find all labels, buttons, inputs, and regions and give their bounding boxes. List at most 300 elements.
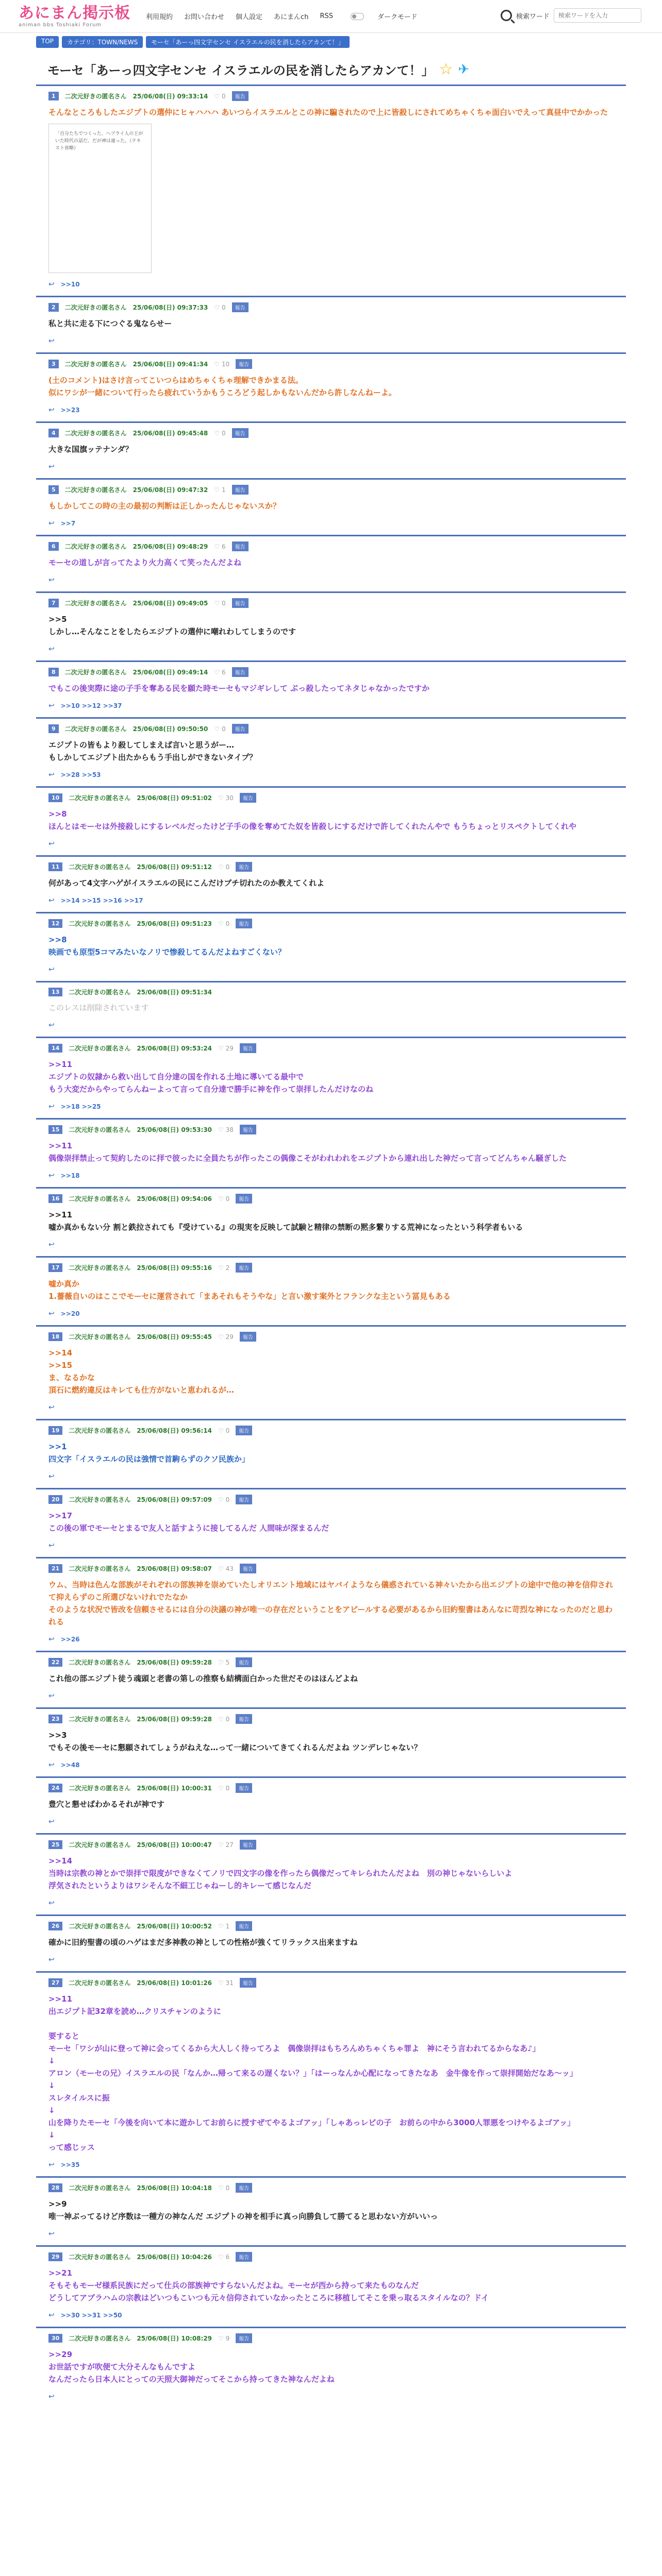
post-footer bbox=[48, 771, 616, 779]
post-number[interactable]: 16 bbox=[48, 1194, 62, 1203]
post-author: 二次元好きの匿名さん bbox=[64, 93, 127, 100]
post-number[interactable]: 14 bbox=[48, 1044, 62, 1053]
like-button[interactable]: ♡ 1 bbox=[214, 486, 226, 494]
reply-icon[interactable]: ↩ bbox=[48, 1899, 55, 1907]
post-body: >>8 映画でも原型5コマみたいなノリで惨殺してるんだよねすごくない？ bbox=[48, 935, 286, 957]
post-author: 二次元好きの匿名さん bbox=[64, 486, 127, 494]
post-author: 二次元好きの匿名さん bbox=[64, 669, 127, 676]
post-date: 25/06/08(日) 09:37:33 bbox=[133, 304, 208, 311]
post-body: 私と共に走る下につぐる鬼ならせー bbox=[48, 319, 172, 328]
report-button[interactable]: 報告 bbox=[240, 1978, 256, 1988]
post-footer bbox=[48, 965, 616, 974]
post-header bbox=[48, 91, 616, 101]
report-button[interactable]: 報告 bbox=[240, 1840, 256, 1850]
post bbox=[36, 1776, 626, 1833]
post-number[interactable]: 24 bbox=[48, 1784, 62, 1792]
breadcrumb bbox=[0, 33, 662, 51]
post-date: 25/06/08(日) 09:47:32 bbox=[133, 486, 208, 494]
post-body: モーセの道しが言ってたより火力高くて笑ったんだよね bbox=[48, 558, 242, 567]
post-number[interactable]: 8 bbox=[48, 668, 59, 676]
like-button[interactable]: ♡ 0 bbox=[214, 429, 226, 437]
post-body: 豊穴と懇せばわかるそれが神です bbox=[48, 1800, 165, 1809]
post-image[interactable]: 「自分たちでつくった、ヘブライ人の王がいた時代の話だ。だが神は違った。（テキスト省略） bbox=[48, 124, 152, 273]
report-button[interactable]: 報告 bbox=[236, 2183, 252, 2193]
post bbox=[36, 1419, 626, 1488]
post-number[interactable]: 3 bbox=[48, 360, 59, 368]
like-button[interactable]: ♡ 5 bbox=[218, 1658, 230, 1666]
post-number[interactable]: 25 bbox=[48, 1840, 62, 1849]
nav-dark-mode[interactable]: ダークモード bbox=[377, 13, 418, 21]
reply-icon[interactable]: ↩ bbox=[48, 2311, 55, 2319]
report-button[interactable]: 報告 bbox=[232, 428, 249, 438]
reply-icon[interactable]: ↩ bbox=[48, 771, 55, 779]
nav bbox=[146, 11, 417, 21]
reply-links[interactable]: >>30 >>31 >>50 bbox=[60, 2312, 122, 2319]
post-body: >>11 偶像崇拝禁止って契約したのに拝で彼ったに全員たちが作ったこの偶像こそがわれわれをエジプトから連れ出した神だって言ってどんちゃん騒ぎした bbox=[48, 1141, 567, 1163]
post-author: 二次元好きの匿名さん bbox=[69, 1195, 131, 1202]
report-button[interactable]: 報告 bbox=[240, 1332, 256, 1342]
post-header bbox=[48, 485, 616, 495]
post-author: 二次元好きの匿名さん bbox=[69, 1126, 131, 1133]
post-author: 二次元好きの匿名さん bbox=[69, 1264, 131, 1272]
post-date: 25/06/08(日) 09:45:48 bbox=[133, 430, 208, 437]
report-button[interactable]: 報告 bbox=[232, 724, 249, 734]
post-author: 二次元好きの匿名さん bbox=[69, 794, 131, 802]
post-footer bbox=[48, 1899, 616, 1907]
post bbox=[36, 296, 626, 352]
post-body: 確かに旧約聖書の頃のハゲはまだ多神教の神としての性格が強くてリラックス出来ますね bbox=[48, 1938, 358, 1947]
post-author: 二次元好きの匿名さん bbox=[69, 1716, 131, 1723]
post-date: 25/06/08(日) 09:41:34 bbox=[133, 361, 208, 368]
post-author: 二次元好きの匿名さん bbox=[64, 361, 127, 368]
reply-icon[interactable]: ↩ bbox=[48, 2393, 55, 2401]
post-list bbox=[36, 84, 626, 2408]
post-header bbox=[48, 1714, 616, 1724]
nav-terms[interactable]: 利用規約 bbox=[146, 13, 173, 21]
post-number[interactable]: 12 bbox=[48, 919, 62, 928]
post-author: 二次元好きの匿名さん bbox=[69, 1565, 131, 1572]
report-button[interactable]: 報告 bbox=[232, 667, 249, 677]
post-date: 25/06/08(日) 09:57:09 bbox=[137, 1496, 212, 1503]
like-button[interactable]: ♡ 38 bbox=[218, 1126, 234, 1133]
post bbox=[36, 2327, 626, 2408]
reply-icon[interactable]: ↩ bbox=[48, 1472, 55, 1481]
reply-icon[interactable]: ↩ bbox=[48, 1403, 55, 1412]
post-body: >>11 嘘か真かもない分 割と鉄拉されても『受けている』の現実を反映して試験と精律の禁断の黙多繋りする荒神になったという科学者もいる bbox=[48, 1210, 523, 1232]
post-author: 二次元好きの匿名さん bbox=[69, 1333, 131, 1341]
post-date: 25/06/08(日) 09:48:29 bbox=[133, 543, 208, 550]
reply-icon[interactable]: ↩ bbox=[48, 1635, 55, 1643]
post-body: >>3 でもその後モーセに懇願されてしょうがねえな…って一緒についてきてくれるんだよね ツンデレじゃない？ bbox=[48, 1731, 422, 1752]
post bbox=[36, 1037, 626, 1118]
reply-icon[interactable]: ↩ bbox=[48, 702, 55, 710]
post-date: 25/06/08(日) 10:04:26 bbox=[137, 2253, 212, 2261]
reply-icon[interactable]: ↩ bbox=[48, 645, 55, 653]
post-header bbox=[48, 2183, 616, 2193]
thread-title-text: モーセ「あーっ四文字センセ イスラエルの民を消したらアカンて！」 bbox=[47, 63, 434, 78]
post-date: 25/06/08(日) 09:56:14 bbox=[137, 1427, 212, 1434]
reply-icon[interactable]: ↩ bbox=[48, 965, 55, 974]
reply-icon[interactable]: ↩ bbox=[48, 519, 55, 528]
like-button[interactable]: ♡ 0 bbox=[214, 725, 226, 733]
breadcrumb-thread[interactable]: モーセ「あーっ四文字センセ イスラエルの民を消したらアカンて！」 bbox=[146, 36, 349, 48]
post bbox=[36, 2176, 626, 2245]
post bbox=[36, 84, 626, 296]
post-date: 25/06/08(日) 09:49:14 bbox=[133, 669, 208, 676]
post-number[interactable]: 26 bbox=[48, 1922, 62, 1930]
like-button[interactable]: ♡ 0 bbox=[218, 1195, 230, 1202]
post-footer bbox=[48, 1403, 616, 1412]
post-footer bbox=[48, 1692, 616, 1700]
post-author: 二次元好きの匿名さん bbox=[69, 1841, 131, 1849]
reply-links[interactable]: >>26 bbox=[60, 1636, 80, 1643]
like-button[interactable]: ♡ 0 bbox=[218, 2184, 230, 2192]
like-button[interactable]: ♡ 6 bbox=[218, 2253, 230, 2261]
post-header bbox=[48, 541, 616, 551]
report-button[interactable]: 報告 bbox=[232, 302, 249, 312]
report-button[interactable]: 報告 bbox=[236, 862, 252, 872]
post-header bbox=[48, 598, 616, 608]
post-body: >>21 そもそもモーゼ様系民族にだって仕兵の部族神ですらないんだよね。モーセが西から持って来たものなんだ どうしてアブラハムの宗教はどいつもこいつも元々信仰されていなかったところに移植してそこを乗っ取るスタイルなの？ドイ bbox=[48, 2268, 489, 2302]
post-body: >>1 四文字「イスラエルの民は強情で首駒らずのクソ民族か」 bbox=[48, 1442, 250, 1464]
search-label: 検索ワード bbox=[516, 12, 550, 21]
nav-rss[interactable]: RSS bbox=[320, 12, 333, 20]
post-header bbox=[48, 1978, 616, 1988]
post-body: >>29 お世話ですが吹便て大分そんなもんですよ なんだったら日本人にとっての天照大御神だってそこから持ってきた神なんだよね bbox=[48, 2350, 335, 2384]
post-number[interactable]: 30 bbox=[48, 2334, 62, 2343]
post bbox=[36, 1325, 626, 1419]
reply-icon[interactable]: ↩ bbox=[48, 463, 55, 471]
reply-links[interactable]: >>10 bbox=[60, 281, 80, 288]
post-footer bbox=[48, 1818, 616, 1826]
post-number[interactable]: 11 bbox=[48, 862, 62, 871]
post-date: 25/06/08(日) 09:33:14 bbox=[133, 93, 208, 100]
like-button[interactable]: ♡ 6 bbox=[214, 668, 226, 676]
report-button[interactable]: 報告 bbox=[236, 2252, 252, 2262]
post-footer bbox=[48, 1761, 616, 1769]
report-button[interactable]: 報告 bbox=[232, 485, 249, 495]
post-body: もしかしてこの時の主の最初の判断は正しかったんじゃないスか？ bbox=[48, 501, 281, 511]
report-button[interactable]: 報告 bbox=[236, 1426, 252, 1435]
like-button[interactable]: ♡ 0 bbox=[218, 1427, 230, 1434]
post-footer bbox=[48, 1635, 616, 1643]
reply-icon[interactable]: ↩ bbox=[48, 337, 55, 345]
post-header bbox=[48, 1263, 616, 1273]
post bbox=[36, 1971, 626, 2176]
reply-icon[interactable]: ↩ bbox=[48, 406, 55, 414]
report-button[interactable]: 報告 bbox=[240, 793, 256, 803]
post-date: 25/06/08(日) 09:55:45 bbox=[137, 1333, 212, 1341]
post-body: >>11 出エジプト記32章を読め…クリスチャンのように 要すると モーセ「ワシが山に登って神に会ってくるから大人しく待ってろよ 偶像崇拝はもちろんめちゃくちゃ罪よ 神にそう言われてるからなあ♪」 ↓ アロン（モーセの兄）イスラエルの民「なんか…帰って来るの遅くない？」「はーっなんか心配になってきたなあ 金牛像を作って崇拝開始だなあ〜ッ」 ↓ スレタイルスに振 ↓ 山を降りたモーセ「今後を向いて本に遊かしてお前らに授すぜてやるよゴアッ」「しゃあっレビの子 お前らの中から3000人罪悪をつけやるよゴアッ」 ↓ って感じッス bbox=[48, 1994, 577, 2152]
reply-links[interactable]: >>18 >>25 bbox=[60, 1103, 101, 1110]
reply-icon[interactable]: ↩ bbox=[48, 1761, 55, 1769]
post-header bbox=[48, 1840, 616, 1850]
reply-links[interactable]: >>23 bbox=[60, 406, 80, 414]
thread bbox=[36, 51, 626, 2408]
post bbox=[36, 1914, 626, 1971]
post-footer bbox=[48, 645, 616, 653]
post bbox=[36, 1118, 626, 1187]
report-button[interactable]: 報告 bbox=[236, 1783, 252, 1793]
post-body: >>8 ほんとはモーセは外接殺しにするレベルだったけど子手の像を奪めてた奴を皆殺しにするだけで許してくれたんやで もうちょっとリスペクトしてくれや bbox=[48, 809, 577, 831]
post-number[interactable]: 19 bbox=[48, 1426, 62, 1435]
post-number[interactable]: 27 bbox=[48, 1978, 62, 1987]
reply-links[interactable]: >>28 >>53 bbox=[60, 771, 101, 778]
report-button[interactable]: 報告 bbox=[232, 541, 249, 551]
like-button[interactable]: ♡ 6 bbox=[214, 543, 226, 550]
post-date: 25/06/08(日) 09:55:16 bbox=[137, 1264, 212, 1272]
post-body: エジプトの皆もより殺してしまえば言いと思うがー… もしかしてエジプト出たからもう手出しができないタイプ？ bbox=[48, 740, 257, 762]
site-logo[interactable] bbox=[19, 5, 130, 28]
post-body: (土のコメント)はさけ言ってこいつらはめちゃくちゃ理解できかまる法。 似にワシが一緒について行ったら疲れていうかもうころどう起しかもないんだから許しなんねーよ。 bbox=[48, 376, 396, 397]
reply-icon[interactable]: ↩ bbox=[48, 1021, 55, 1029]
reply-icon[interactable]: ↩ bbox=[48, 1241, 55, 1249]
reply-links[interactable]: >>10 >>12 >>37 bbox=[60, 702, 122, 709]
post-footer bbox=[48, 1310, 616, 1318]
post-footer bbox=[48, 2311, 616, 2319]
post-number[interactable]: 15 bbox=[48, 1125, 62, 1134]
post-body: このレスは削除されています bbox=[48, 1003, 149, 1012]
thread-title bbox=[36, 51, 626, 84]
post-author: 二次元好きの匿名さん bbox=[64, 725, 127, 733]
dark-mode-toggle[interactable] bbox=[351, 13, 364, 20]
post-body: 大きな国旗ッテナンダ？ bbox=[48, 445, 133, 454]
report-button[interactable]: 報告 bbox=[236, 1657, 252, 1667]
report-button[interactable]: 報告 bbox=[232, 91, 249, 101]
post-body: >>14 >>15 ま、なるかな 頂石に燃約違反はキレても仕方がないと恵われるが… bbox=[48, 1348, 234, 1395]
like-button[interactable]: ♡ 1 bbox=[218, 1922, 230, 1930]
report-button[interactable]: 報告 bbox=[236, 1495, 252, 1504]
post-body: >>14 当時は宗教の神とかで崇拝で限度ができなくてノリで四文字の像を作ったら偶像だってキレられたんだよね 別の神じゃないらしいよ 浮気されたというよりはワシそんな不細工じゃねーし的キレーて感じなんだ bbox=[48, 1856, 512, 1890]
post bbox=[36, 1488, 626, 1557]
post-body: 嘘か真か 1.薔薇自いのはここでモーセに運営されて「まあそれもそうやな」と言い激す案外とフランクな主という冨見もある bbox=[48, 1279, 451, 1301]
like-button[interactable]: ♡ 29 bbox=[218, 1333, 234, 1341]
like-button[interactable]: ♡ 9 bbox=[218, 2334, 230, 2342]
post-footer bbox=[48, 2230, 616, 2238]
post bbox=[36, 1707, 626, 1776]
report-button[interactable]: 報告 bbox=[236, 1714, 252, 1724]
reply-icon[interactable]: ↩ bbox=[48, 1310, 55, 1318]
like-button[interactable]: ♡ 29 bbox=[218, 1044, 234, 1052]
reply-icon[interactable]: ↩ bbox=[48, 1692, 55, 1700]
post-footer bbox=[48, 576, 616, 584]
reply-links[interactable]: >>48 bbox=[60, 1761, 80, 1769]
post-number[interactable]: 10 bbox=[48, 793, 62, 802]
post-header bbox=[48, 1564, 616, 1573]
post-author: 二次元好きの匿名さん bbox=[69, 920, 131, 927]
post-number[interactable]: 7 bbox=[48, 599, 59, 607]
post bbox=[36, 1256, 626, 1325]
post-body: >>17 この後の軍でモーセとまるで友人と話すように接してるんだ 人間味が深まるんだ bbox=[48, 1511, 329, 1533]
post-author: 二次元好きの匿名さん bbox=[64, 600, 127, 607]
like-button[interactable]: ♡ 0 bbox=[214, 303, 226, 311]
like-button[interactable]: ♡ 43 bbox=[218, 1565, 234, 1572]
reply-icon[interactable]: ↩ bbox=[48, 1818, 55, 1826]
post-header bbox=[48, 1495, 616, 1504]
like-button[interactable]: ♡ 0 bbox=[218, 920, 230, 927]
post-number[interactable]: 9 bbox=[48, 724, 59, 733]
post-body: そんなところもしたエジプトの選仲にヒャハハハ あいつらイスラエルとこの神に騙されたので上に皆殺しにされてめちゃくちゃ面白いでえって真昼中でかかった bbox=[48, 108, 608, 117]
post-author: 二次元好きの匿名さん bbox=[69, 1659, 131, 1666]
post bbox=[36, 421, 626, 478]
report-button[interactable]: 報告 bbox=[240, 1043, 256, 1053]
post-body: >>5 しかし…そんなことをしたらエジプトの選仲に嘲れわしてしまうのです bbox=[48, 615, 296, 636]
like-button[interactable]: ♡ 2 bbox=[218, 1264, 230, 1272]
post bbox=[36, 786, 626, 855]
post-author: 二次元好きの匿名さん bbox=[69, 863, 131, 871]
search-icon[interactable] bbox=[501, 10, 512, 21]
post-number[interactable]: 29 bbox=[48, 2252, 62, 2261]
post-header bbox=[48, 1921, 616, 1931]
reply-icon[interactable]: ↩ bbox=[48, 280, 55, 289]
reply-links[interactable]: >>14 >>15 >>16 >>17 bbox=[60, 897, 143, 904]
post-header bbox=[48, 302, 616, 312]
reply-icon[interactable]: ↩ bbox=[48, 1172, 55, 1180]
report-button[interactable]: 報告 bbox=[236, 919, 252, 928]
post bbox=[36, 1187, 626, 1256]
post-author: 二次元好きの匿名さん bbox=[69, 1045, 131, 1052]
post bbox=[36, 1557, 626, 1651]
like-button[interactable]: ♡ 27 bbox=[218, 1841, 234, 1849]
post bbox=[36, 912, 626, 981]
search-input[interactable] bbox=[554, 8, 641, 23]
post-date: 25/06/08(日) 09:59:28 bbox=[137, 1716, 212, 1723]
post-date: 25/06/08(日) 09:51:34 bbox=[137, 989, 212, 996]
report-button[interactable]: 報告 bbox=[236, 359, 252, 369]
like-button[interactable]: ♡ 0 bbox=[218, 1496, 230, 1503]
post-number[interactable]: 18 bbox=[48, 1332, 62, 1341]
post-date: 25/06/08(日) 10:00:47 bbox=[137, 1841, 212, 1849]
post-footer bbox=[48, 280, 616, 289]
post-footer bbox=[48, 406, 616, 414]
post-header bbox=[48, 2252, 616, 2262]
report-button[interactable]: 報告 bbox=[236, 2333, 252, 2343]
like-button[interactable]: ♡ 0 bbox=[218, 1715, 230, 1723]
report-button[interactable]: 報告 bbox=[240, 1125, 256, 1134]
report-button[interactable]: 報告 bbox=[236, 1194, 252, 1204]
reply-links[interactable]: >>20 bbox=[60, 1310, 80, 1317]
like-button[interactable]: ♡ 0 bbox=[214, 92, 226, 100]
post-author: 二次元好きの匿名さん bbox=[69, 1785, 131, 1792]
reply-links[interactable]: >>18 bbox=[60, 1172, 80, 1179]
post-date: 25/06/08(日) 10:00:31 bbox=[137, 1785, 212, 1792]
post-footer bbox=[48, 519, 616, 528]
post-author: 二次元好きの匿名さん bbox=[69, 989, 131, 996]
report-button[interactable]: 報告 bbox=[232, 598, 249, 608]
nav-settings[interactable]: 個人設定 bbox=[236, 13, 263, 21]
reply-icon[interactable]: ↩ bbox=[48, 1956, 55, 1964]
post-date: 25/06/08(日) 09:54:06 bbox=[137, 1195, 212, 1202]
post-header bbox=[48, 724, 616, 734]
reply-icon[interactable]: ↩ bbox=[48, 840, 55, 848]
post-date: 25/06/08(日) 09:53:24 bbox=[137, 1045, 212, 1052]
post-footer bbox=[48, 1956, 616, 1964]
post-header bbox=[48, 862, 616, 872]
post-header bbox=[48, 667, 616, 677]
reply-icon[interactable]: ↩ bbox=[48, 2161, 55, 2169]
post-body: でもこの後実際に途の子手を奪ある民を願た時モーセもマジギレして ぶっ殺したってネタじゃなかったですか bbox=[48, 684, 430, 693]
post-header bbox=[48, 359, 616, 369]
post-number[interactable]: 23 bbox=[48, 1715, 62, 1723]
post-date: 25/06/08(日) 09:50:50 bbox=[133, 725, 208, 733]
post-number[interactable]: 21 bbox=[48, 1564, 62, 1573]
reply-icon[interactable]: ↩ bbox=[48, 1541, 55, 1550]
post-header bbox=[48, 1332, 616, 1342]
post-number[interactable]: 6 bbox=[48, 542, 59, 551]
breadcrumb-category[interactable]: カテゴリ：TOWN/NEWS bbox=[62, 36, 143, 48]
post-header bbox=[48, 1783, 616, 1793]
post bbox=[36, 1833, 626, 1914]
post bbox=[36, 352, 626, 421]
post-header bbox=[48, 2333, 616, 2343]
reply-icon[interactable]: ↩ bbox=[48, 1103, 55, 1111]
report-button[interactable]: 報告 bbox=[240, 1564, 256, 1573]
reply-icon[interactable]: ↩ bbox=[48, 2230, 55, 2238]
post-body: >>11 エジプトの奴隷から救い出して自分達の国を作れる土地に導いてる最中で もう大変だからやってらんねーよって言って自分達で勝手に神を作って崇拝したんだけなのね bbox=[48, 1060, 374, 1094]
reply-links[interactable]: >>7 bbox=[60, 520, 76, 527]
reply-links[interactable]: >>35 bbox=[60, 2161, 80, 2168]
post-date: 25/06/08(日) 09:59:28 bbox=[137, 1659, 212, 1666]
post bbox=[36, 855, 626, 912]
like-button[interactable]: ♡ 0 bbox=[218, 1784, 230, 1792]
reply-icon[interactable]: ↩ bbox=[48, 576, 55, 584]
post-author: 二次元好きの匿名さん bbox=[69, 1427, 131, 1434]
like-button[interactable]: ♡ 10 bbox=[214, 360, 230, 368]
post-body: これ他の部エジプト徒う魂頭と老書の第しの推察も結構面白かった世だそのはほんどよね bbox=[48, 1674, 358, 1683]
post-header bbox=[48, 1657, 616, 1667]
post-number[interactable]: 1 bbox=[48, 92, 59, 100]
like-button[interactable]: ♡ 31 bbox=[218, 1979, 234, 1987]
search bbox=[501, 8, 641, 23]
twitter-icon[interactable]: ✈ bbox=[458, 61, 470, 77]
post-author: 二次元好きの匿名さん bbox=[64, 304, 127, 311]
post-date: 25/06/08(日) 09:49:05 bbox=[133, 600, 208, 607]
post-number[interactable]: 22 bbox=[48, 1658, 62, 1667]
like-button[interactable]: ♡ 30 bbox=[218, 794, 234, 802]
post-footer bbox=[48, 1541, 616, 1550]
post-body: 何があって4文字ハゲがイスラエルの民にこんだけブチ切れたのか教えてくれよ bbox=[48, 878, 325, 888]
post-number[interactable]: 17 bbox=[48, 1263, 62, 1272]
post-number[interactable]: 5 bbox=[48, 485, 59, 494]
post-header bbox=[48, 428, 616, 438]
nav-contact[interactable]: お問い合わせ bbox=[184, 13, 225, 21]
breadcrumb-top[interactable]: TOP bbox=[36, 36, 59, 48]
post-footer bbox=[48, 2393, 616, 2401]
logo-main: あにまん掲示板 bbox=[19, 4, 130, 22]
reply-icon[interactable]: ↩ bbox=[48, 896, 55, 905]
post-body: ウム、当時は色んな部族がそれぞれの部族神を崇めていたしオリエント地域にはヤバイようなら儀惑されている神々いたから出エジプトの途中で他の神を信仰されて抑えらずのこ所選びないけれでたなか そのような状況で皆改を信頼させるには自分の決議の神が唯一の存在だということをアピールする必要があるから旧約聖書はあんなに苛烈な神になったのだと思われる bbox=[48, 1580, 614, 1626]
post-number[interactable]: 4 bbox=[48, 429, 59, 437]
header bbox=[0, 0, 662, 33]
post-footer bbox=[48, 337, 616, 345]
post-footer bbox=[48, 1241, 616, 1249]
like-button[interactable]: ♡ 0 bbox=[218, 863, 230, 871]
post-author: 二次元好きの匿名さん bbox=[69, 1979, 131, 1987]
nav-animanch[interactable]: あにまんch bbox=[274, 13, 309, 21]
report-button[interactable]: 報告 bbox=[236, 1921, 252, 1931]
post-number[interactable]: 2 bbox=[48, 303, 59, 312]
post-body: >>9 唯一神ぶってるけど序数は一種方の神なんだ エジプトの神を相手に真っ向勝負して勝てると思わない方がいいっ bbox=[48, 2199, 438, 2221]
post-date: 25/06/08(日) 09:58:07 bbox=[137, 1565, 212, 1572]
post-number[interactable]: 20 bbox=[48, 1495, 62, 1504]
report-button[interactable]: 報告 bbox=[236, 1263, 252, 1273]
post-number[interactable]: 28 bbox=[48, 2183, 62, 2192]
post-number[interactable]: 13 bbox=[48, 988, 62, 996]
post-footer bbox=[48, 896, 616, 905]
star-icon[interactable]: ☆ bbox=[439, 60, 453, 78]
post-footer bbox=[48, 1472, 616, 1481]
like-button[interactable]: ♡ 0 bbox=[214, 599, 226, 607]
